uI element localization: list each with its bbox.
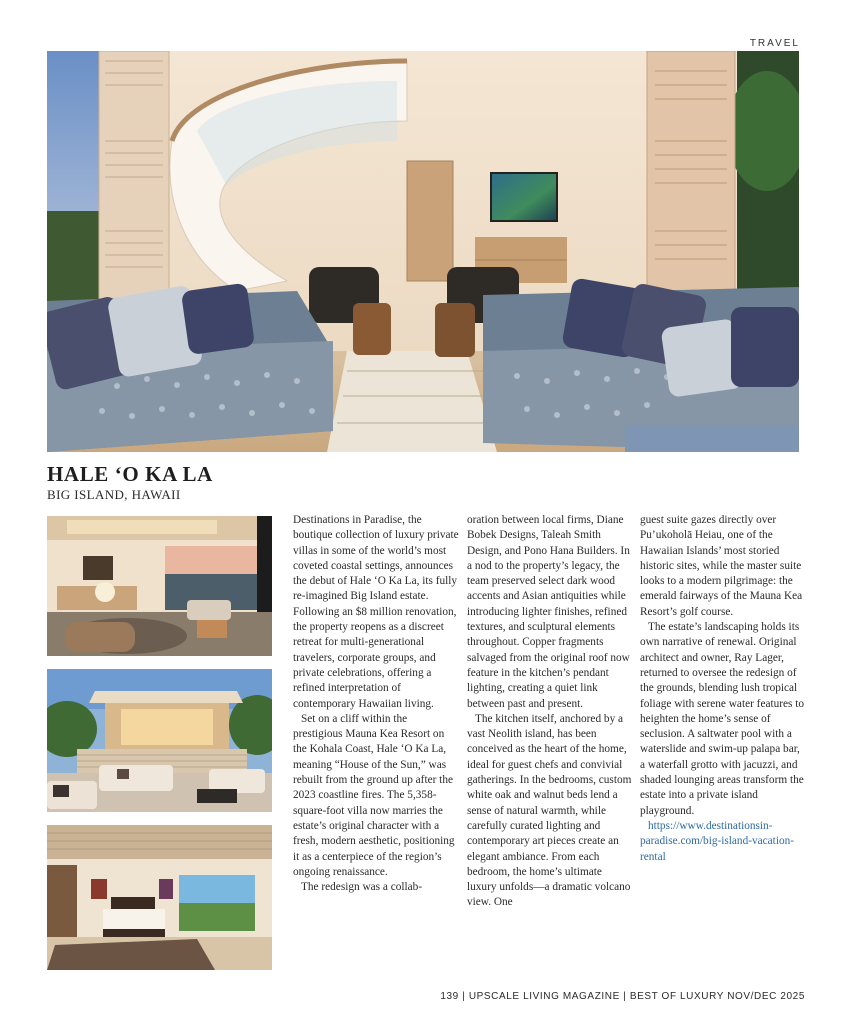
paragraph: Set on a cliff within the prestigious Mauna Kea Resort on the Kohala Coast, Hale ‘O Ka La, meaning “House of the Sun,” was rebuilt from the ground up after the 2023 coastline fires. The 5,358-square-foot villa now marries the estate’s original character with a fresh, modern aesthetic, positioning it as a centerpiece of the region’s ongoing renaissance. bbox=[293, 712, 455, 878]
article-link[interactable]: https://www.destinationsin-paradise.com/big-island-vacation-rental bbox=[640, 819, 795, 863]
section-label: TRAVEL bbox=[749, 38, 800, 49]
text-column-1 bbox=[293, 513, 459, 895]
page-number: 139 bbox=[440, 991, 459, 1002]
paragraph: guest suite gazes directly over Pu’ukoholā Heiau, one of the Hawaiian Islands’ most storied historic sites, while the master suite looks to a modern pilgrimage: the emerald fairways of the Mauna Kea Resort’s golf course. bbox=[640, 514, 803, 618]
footer-divider: | bbox=[462, 991, 469, 1002]
page-footer bbox=[300, 991, 805, 1002]
photo-living-room bbox=[47, 516, 272, 656]
text-column-2 bbox=[467, 513, 633, 911]
paragraph: The redesign was a collab- bbox=[301, 881, 423, 894]
article-location: BIG ISLAND, HAWAII bbox=[47, 487, 181, 502]
paragraph: Destinations in Paradise, the boutique collection of luxury private villas in some of the world’s most coveted coastal settings, announces the debut of Hale ‘O Ka La, its fully re-imagined Big Island estate. Following an $8 million renovation, the property reopens as a discreet retreat for multi-generational travelers, corporate groups, and private celebrations, offering a refined interpretation of contemporary Hawaiian living. bbox=[293, 514, 459, 710]
paragraph: The kitchen itself, anchored by a vast Neolith island, has been conceived as the heart of the home, ideal for guest chefs and convivial gatherings. In the bedrooms, custom white oak and walnut beds lend a sense of natural warmth, while carefully curated lighting and contemporary art pieces create an elegant ambiance. From each bedroom, the home’s ultimate luxury unfolds—a dramatic volcano view. One bbox=[467, 712, 632, 909]
paragraph: oration between local firms, Diane Bobek Designs, Taleah Smith Design, and Pono Hana Builders. In a nod to the property’s legacy, the team preserved select dark wood accents and Asian antiquities while introducing lighter finishes, refined textures, and sculptural elements throughout. Copper fragments salvaged from the original roof now feature in the kitchen’s pendant lighting, creating a quiet link between past and present. bbox=[467, 514, 630, 710]
publication-name: UPSCALE LIVING MAGAZINE bbox=[468, 991, 620, 1002]
hero-photo bbox=[47, 51, 799, 452]
paragraph: The estate’s landscaping holds its own narrative of renewal. Original architect and owner, Ray Lager, returned to oversee the redesign of the grounds, blending lush tropical foliage with serene water features to heighten the home’s sense of seclusion. A saltwater pool with a waterslide and swim-up palapa bar, a waterfall grotto with jacuzzi, and shaded lounging areas transform the estate into a private island playground. bbox=[640, 621, 805, 817]
photo-exterior-pavilion bbox=[47, 669, 272, 812]
photo-bedroom bbox=[47, 825, 272, 970]
article-title: HALE ‘O KA LA bbox=[47, 462, 213, 486]
text-column-3 bbox=[640, 513, 806, 865]
issue-label: BEST OF LUXURY NOV/DEC 2025 bbox=[629, 991, 805, 1002]
footer-divider: | bbox=[623, 991, 630, 1002]
